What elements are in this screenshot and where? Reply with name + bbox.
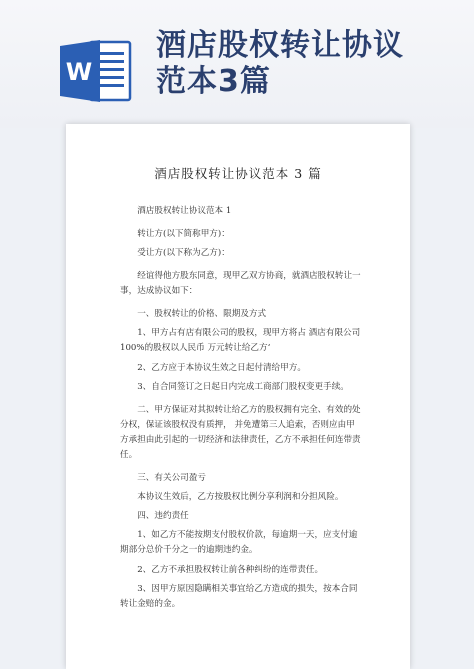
word-logo-letter: W [65,58,93,86]
document-body [120,204,362,616]
paragraph: 受让方(以下称为乙方)： [137,248,230,259]
paragraph: 1、如乙方不能按期支付股权价款，每逾期一天，应支付逾期部分总价千分之一的逾期违约金。 [120,530,358,556]
page-title [156,28,456,100]
paragraph: 四、违约责任 [137,511,189,522]
paragraph: 经谊得他方股东同意，现甲乙双方协商，就酒店股权转让一事，达成协议如下： [120,271,361,297]
paragraph: 一、股权转让的价格、限期及方式 [137,309,267,320]
paragraph: 酒店股权转让协议范本 1 [137,206,232,216]
paragraph: 三、有关公司盈亏 [137,472,206,483]
paragraph: 3、因甲方原因隐瞒相关事宜给乙方造成的损失，按本合同转让金赔的金。 [120,583,358,609]
paragraph: 3、自合同签订之日起日内完成工商部门股权变更手续。 [137,381,349,392]
document-heading: 酒店股权转让协议范本 3 篇 [154,166,322,181]
word-document-icon [60,38,132,104]
title-line-2: 范本3篇 [156,64,271,99]
paragraph: 转让方(以下简称甲方)： [137,229,230,239]
paragraph: 2、乙方应于本协议生效之日起付清给甲方。 [137,362,306,373]
paragraph: 本协议生效后，乙方按股权比例分享利润和分担风险。 [137,491,344,502]
banner [0,0,474,128]
paragraph: 1、甲方占有店有限公司的股权，现甲方将占 酒店有限公司 100%的股权以人民币 万元转让给乙方‘ [120,328,361,354]
paragraph: 二、甲方保证对其拟转让给乙方的股权拥有完全、有效的处分权，保证该股权没有质押， 并免遭第三人追索，否则应由甲方承担由此引起的一切经济和法律责任，乙方不承担任何连带责任。 [120,404,361,460]
title-line-1: 酒店股权转让协议 [156,28,404,63]
paragraph: 2、乙方不承担股权转让前各种纠纷的连带责任。 [137,564,324,575]
document-page [66,124,410,669]
